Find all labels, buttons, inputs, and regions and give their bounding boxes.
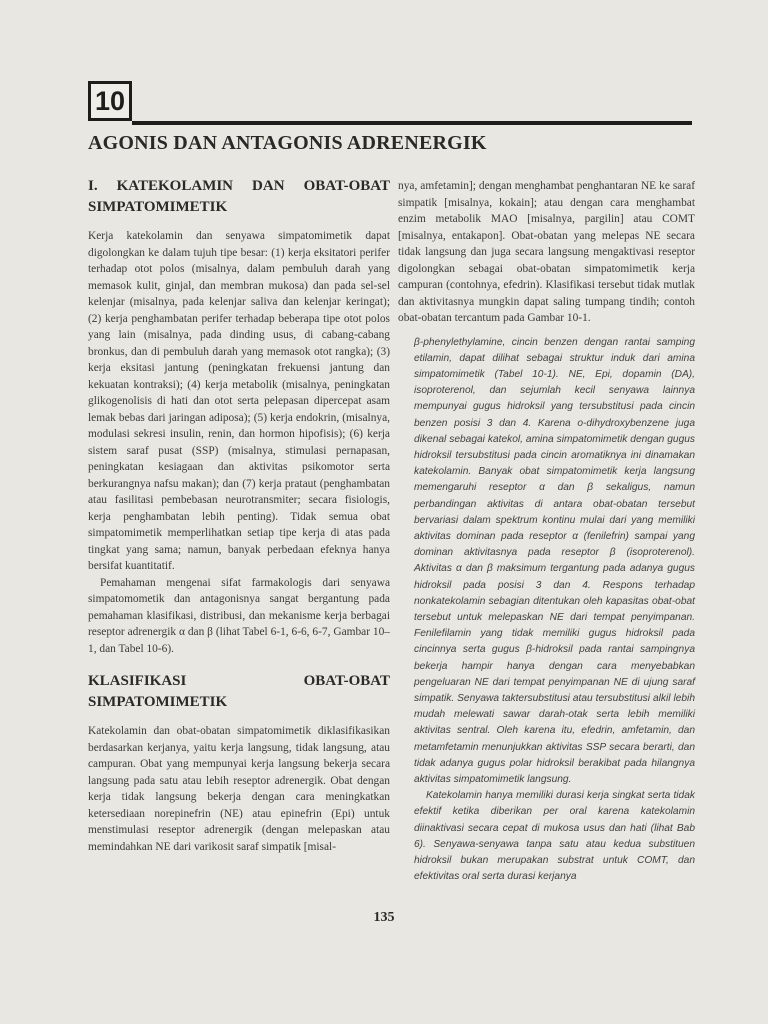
note-paragraph: Katekolamin hanya memiliki durasi kerja singkat serta tidak efektif ketika diberikan per oral karena katekolamin diinaktivasi secara cepat di mukosa usus dan hati (lihat Bab 6). Senyawa-senyawa tanpa satu atau kedua substituen hidroksil bukan merupakan substrat untuk COMT, dan efektivitas oral serta durasi kerjanya: [414, 790, 695, 883]
italic-note: [398, 335, 695, 886]
chapter-title: AGONIS DAN ANTAGONIS ADRENERGIK: [88, 132, 487, 154]
chapter-number: 10: [94, 85, 126, 116]
paragraph: Kerja katekolamin dan senyawa simpatomimetik dapat digolongkan ke dalam tujuh tipe besar: (1) kerja eksitatori perifer terhadap otot polos (misalnya, dalam pembuluh darah yang memasok kulit, ginjal, dan membran mukosa) dan pada sel-sel kelenjar (misalnya, pada kelenjar saliva dan kelenjar keringat); (2) kerja penghambatan perifer terhadap beberapa tipe otot polos yang lain (misalnya, pada dinding usus, di cabang-cabang bronkus, dan di pembuluh darah yang memasok otot rangka); (3) kerja eksitasi jantung (peningkatan frekuensi jantung dan kekuatan kontraksi); (4) kerja metabolik (misalnya, peningkatan glikogenolisis di hati dan otot serta pelepasan dipercepat asam lemak bebas dari jaringan adiposa); (5) kerja endokrin, (misalnya, modulasi sekresi insulin, renin, dan hormon hipofisis); (6) kerja sistem saraf pusat (SSP) (misalnya, stimulasi pernapasan, peningkatan kesiagaan dan aktivitas psikomotor serta berkurangnya nafsu makan); dan (7) kerja prataut (penghambatan atau fasilitasi pembebasan neurotransmiter; secara fisiologis, kerja penghambatan lebih penting). Tidak semua obat simpatomimetik memperlihatkan setiap tipe kerja di atas pada tingkat yang sama; namun, banyak perbedaan efeknya hanya bersifat kuantitatif.: [88, 230, 390, 572]
chapter-rule: [132, 121, 692, 125]
paragraph: nya, amfetamin]; dengan menghambat penghantaran NE ke saraf simpatik [misalnya, kokain]; atau dengan cara menghambat enzim metabolik MAO [misalnya, pargilin] atau COMT [misalnya, entakapon]. Obat-obatan yang melepas NE secara tidak langsung dan juga secara langsung mengaktivasi reseptor digolongkan sebagai obat-obatan simpatomimetik kerja campuran (contohnya, efedrin). Klasifikasi tersebut tidak mutlak dan aktivitasnya mungkin dapat saling tumpang tindih; contoh obat-obatan tercantum pada Gambar 10-1.: [398, 180, 695, 324]
paragraph: Katekolamin dan obat-obatan simpatomimetik diklasifikasikan berdasarkan kerjanya, yaitu kerja langsung, tidak langsung, atau campuran. Obat yang mempunyai kerja langsung bekerja secara langsung pada satu atau lebih reseptor adrenergik. Obat dengan kerja tidak langsung bekerja dengan cara meningkatkan ketersediaan norepinefrin (NE) atau epinefrin (Epi) untuk menstimulasi reseptor adrenergik (dengan melepaskan atau memindahkan NE dari varikosit saraf simpatik [misal-: [88, 725, 390, 853]
chapter-number-box: [88, 81, 132, 121]
right-column: [398, 178, 695, 885]
paragraph: Pemahaman mengenai sifat farmakologis dari senyawa simpatomometik dan antagonisnya sangat bergantung pada pemahaman klasifikasi, distribusi, dan mekanisme kerja berbagai reseptor adrenergik α dan β (lihat Tabel 6-1, 6-6, 6-7, Gambar 10–1, dan Tabel 10-6).: [88, 576, 390, 655]
section-heading-katekolamin: I. KATEKOLAMIN DAN OBAT-OBAT SIMPATOMIMETIK: [88, 178, 390, 215]
page-number: 135: [373, 910, 395, 925]
note-paragraph: β-phenylethylamine, cincin benzen dengan rantai samping etilamin, dapat dilihat sebagai struktur induk dari amina simpatomimetik (Tabel 10-1). NE, Epi, dopamin (DA), isoproterenol, dan sejumlah kecil senyawa lainnya mempunyai gugus hidroksil yang tersubstitusi pada cincin benzen posisi 3 dan 4. Karena o-dihydroxybenzene juga dikenal sebagai katekol, amina simpatomimetik dengan gugus hidroksil tersubstitusi pada cincin aromatiknya ini dinamakan katekolamin. Banyak obat simpatomimetik kerja langsung memengaruhi reseptor α dan β sekaligus, namun perbandingan aktivitas di antara obat-obatan tersebut bervariasi dalam spektrum kontinu mulai dari yang memiliki aktivitas dominan pada reseptor α (fenilefrin) sampai yang dominan aktivitasnya pada reseptor β (isoproterenol). Aktivitas α dan β maksimum tergantung pada adanya gugus hidroksil pada posisi 3 dan 4. Respons terhadap nonkatekolamin sebagian ditentukan oleh kapasitas obat-obat tersebut untuk melepaskan NE dari tempat penyimpanan. Fenilefilamin yang tidak memiliki gugus hidroksil pada cincinnya serta gugus β-hidroksil pada rantai sampingnya bekerja hampir hanya dengan cara menyebabkan pengeluaran NE dari tempat penyimpanan NE di ujung saraf simpatik. Senyawa taktersubstitusi atau tersubstitusi alkil lebih mudah melewati sawar darah-otak serta lebih memiliki aktivitas sentral. Oleh karena itu, efedrin, amfetamin, dan metamfetamin menunjukkan aktivitas SSP secara berarti, dan tidak adanya gugus polar hidroksil berakibat pada hilangnya aktivitas simpatomimetik langsung.: [414, 336, 695, 785]
section-heading-klasifikasi: KLASIFIKASI OBAT-OBAT SIMPATOMIMETIK: [88, 673, 390, 710]
left-column: [88, 176, 390, 855]
